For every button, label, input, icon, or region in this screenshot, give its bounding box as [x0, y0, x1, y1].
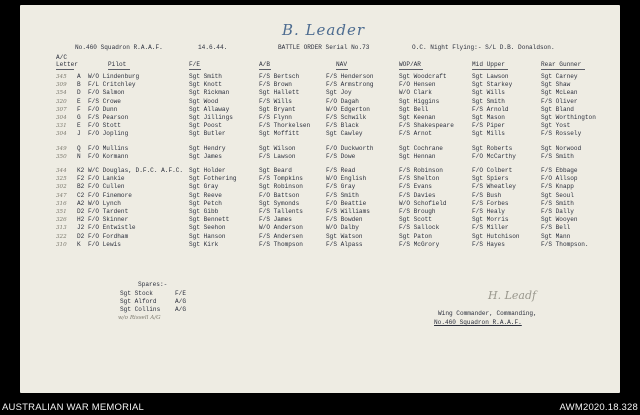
signoff-title: Wing Commander, Commanding,	[438, 310, 537, 317]
aircraft-letter: E	[77, 122, 81, 130]
aircraft-letter: H2	[77, 216, 85, 224]
pilot-name: F/O Dunn	[88, 105, 118, 113]
aircraft-letter: J	[77, 130, 81, 138]
mid-upper-gunner: Sgt Starkey	[472, 81, 513, 89]
aircraft-serial-note: 320	[56, 98, 67, 105]
aircraft-serial-note: 310	[56, 241, 67, 248]
mid-upper-gunner: Sgt Smith	[472, 97, 505, 105]
navigator: F/S Williams	[326, 208, 370, 215]
flight-engineer: Sgt Gibb	[189, 208, 219, 215]
pilot-name: F/O Lewis	[88, 240, 121, 248]
oc-night-flying: O.C. Night Flying:- S/L D.B. Donaldson.	[412, 44, 555, 51]
col-nav: NAV	[336, 61, 347, 68]
wireless-operator: F/S Davies	[399, 191, 436, 199]
air-bomber: F/S Tallents	[259, 208, 303, 215]
pilot-name: F/O Salmon	[88, 89, 125, 97]
mid-upper-gunner: F/S Forbes	[472, 199, 509, 207]
wireless-operator: Sgt Keenan	[399, 114, 436, 121]
pilot-name: F/O Skinner	[88, 216, 129, 224]
rear-gunner: F/S Ebbage	[541, 167, 578, 174]
col-ac-letter: A/C Letter	[56, 54, 78, 68]
navigator: F/S Alpass	[326, 240, 363, 248]
pilot-name: F/O Cullen	[88, 183, 125, 191]
air-bomber: F/S James	[259, 216, 292, 224]
pilot-name: F/S Crowe	[88, 97, 121, 105]
wireless-operator: Sgt Bell	[399, 105, 429, 113]
aircraft-serial-note: 304	[56, 131, 67, 138]
pilot-name: F/L Critchley	[88, 81, 136, 89]
flight-engineer: Sgt James	[189, 152, 222, 160]
header-rule-2	[108, 69, 130, 70]
flight-engineer: Sgt Seehon	[189, 224, 226, 232]
header-rule-3	[189, 69, 201, 70]
rear-gunner: F/O Allsop	[541, 175, 578, 183]
aircraft-serial-note: 309	[56, 82, 67, 89]
mid-upper-gunner: F/O Colbert	[472, 167, 513, 174]
rear-gunner: F/S Smith	[541, 199, 574, 207]
handwritten-signature: B. Leader	[282, 21, 365, 39]
aircraft-serial-note: 345	[56, 74, 67, 80]
wireless-operator: Sgt Scott	[399, 216, 432, 224]
aircraft-serial-note: 344	[56, 168, 67, 174]
rear-gunner: Sgt Mann	[541, 232, 571, 240]
aircraft-letter: F	[77, 105, 81, 113]
navigator: W/O Dalby	[326, 224, 359, 232]
air-bomber: F/S Thompson	[259, 240, 303, 248]
air-bomber: W/O Anderson	[259, 224, 303, 232]
air-bomber: F/S Wills	[259, 97, 292, 105]
mid-upper-gunner: Sgt Morris	[472, 216, 509, 224]
squadron-heading: No.460 Squadron R.A.A.F.	[75, 44, 163, 51]
mid-upper-gunner: F/S Miller	[472, 224, 509, 232]
pilot-name: W/O Lindenburg	[88, 73, 140, 80]
aircraft-letter: G	[77, 114, 81, 121]
aircraft-letter: D	[77, 89, 81, 97]
rear-gunner: F/S Oliver	[541, 97, 578, 105]
header-rule-1	[56, 69, 74, 70]
mid-upper-gunner: Sgt Wills	[472, 89, 505, 97]
spare-name: Sgt Collins	[120, 306, 161, 313]
wireless-operator: W/O Clark	[399, 89, 432, 97]
rear-gunner: Sgt Bland	[541, 105, 574, 113]
aircraft-serial-note: 322	[56, 233, 67, 240]
aircraft-letter: B2	[77, 183, 85, 191]
aircraft-letter: Q	[77, 144, 81, 152]
wireless-operator: Sgt Hennan	[399, 152, 436, 160]
pilot-name: F/O Stott	[88, 122, 121, 130]
mid-upper-gunner: F/O McCarthy	[472, 152, 516, 160]
mid-upper-gunner: F/S Piper	[472, 122, 505, 130]
aircraft-letter: J2	[77, 224, 85, 232]
wireless-operator: Sgt Woodcraft	[399, 73, 447, 80]
rear-gunner: Sgt Wooyen	[541, 216, 578, 224]
col-ab: A/B	[259, 61, 270, 68]
spare-role: A/G	[175, 306, 186, 313]
col-pilot: Pilot	[108, 61, 127, 68]
aircraft-letter: D2	[77, 232, 85, 240]
air-bomber: Sgt Robinson	[259, 183, 303, 191]
wireless-operator: F/S Arnot	[399, 130, 432, 138]
header-rule-7	[472, 69, 508, 70]
pilot-name: W/O Lynch	[88, 199, 121, 207]
wireless-operator: W/O Schofield	[399, 199, 447, 207]
flight-engineer: Sgt Reeve	[189, 191, 222, 199]
mid-upper-gunner: Sgt Roberts	[472, 144, 513, 152]
aircraft-letter: A	[77, 73, 81, 80]
header-rule-6	[399, 69, 423, 70]
navigator: W/O English	[326, 175, 367, 183]
navigator: Sgt Cawley	[326, 130, 363, 138]
flight-engineer: Sgt Holder	[189, 167, 226, 174]
aircraft-serial-note: 354	[56, 90, 67, 97]
air-bomber: Sgt Wilson	[259, 144, 296, 152]
aircraft-serial-note: 326	[56, 217, 67, 224]
flight-engineer: Sgt Smith	[189, 73, 222, 80]
mid-upper-gunner: Sgt Mills	[472, 130, 505, 138]
aircraft-letter: D2	[77, 208, 85, 215]
wireless-operator: Sgt Paton	[399, 232, 432, 240]
spare-role: F/E	[175, 290, 186, 297]
flight-engineer: Sgt Allaway	[189, 105, 230, 113]
flight-engineer: Sgt Fothering	[189, 175, 237, 183]
mid-upper-gunner: Sgt Mason	[472, 114, 505, 121]
navigator: F/O Beattie	[326, 199, 367, 207]
flight-engineer: Sgt Rickman	[189, 89, 230, 97]
air-bomber: F/S Brown	[259, 81, 292, 89]
navigator: F/S Schwilk	[326, 114, 367, 121]
wireless-operator: F/S Sallock	[399, 224, 440, 232]
col-rear-gunner: Rear Gunner	[541, 61, 582, 68]
navigator: F/S Read	[326, 167, 356, 174]
header-rule-5	[336, 69, 348, 70]
aircraft-letter: K	[77, 240, 81, 248]
air-bomber: F/O Battson	[259, 191, 300, 199]
wireless-operator: F/S Evans	[399, 183, 432, 191]
mid-upper-gunner: F/S Healy	[472, 208, 505, 215]
air-bomber: F/S Lawson	[259, 152, 296, 160]
air-bomber: F/S Andersen	[259, 232, 303, 240]
mid-upper-gunner: Sgt Hutchison	[472, 232, 520, 240]
rear-gunner: Sgt Seoul	[541, 191, 574, 199]
aircraft-letter: B	[77, 81, 81, 89]
header-rule-8	[541, 69, 585, 70]
pilot-name: F/O Finemore	[88, 191, 132, 199]
flight-engineer: Sgt Poost	[189, 122, 222, 130]
navigator: F/S Armstrong	[326, 81, 374, 89]
wireless-operator: F/S Shelton	[399, 175, 440, 183]
pilot-name: F/O Tardent	[88, 208, 129, 215]
air-bomber: Sgt Bryant	[259, 105, 296, 113]
flight-engineer: Sgt Butler	[189, 130, 226, 138]
air-bomber: Sgt Symonds	[259, 199, 300, 207]
col-mid-upper: Mid Upper	[472, 61, 505, 68]
wireless-operator: Sgt Higgins	[399, 97, 440, 105]
navigator: W/O Edgerton	[326, 105, 370, 113]
navigator: F/S Bowden	[326, 216, 363, 224]
header-rule-4	[259, 69, 271, 70]
navigator: Sgt Joy	[326, 89, 352, 97]
spare-name: Sgt Stock	[120, 290, 153, 297]
wireless-operator: F/S McGrory	[399, 240, 440, 248]
commander-initials: H. Leadf	[488, 289, 537, 302]
aircraft-letter: F2	[77, 175, 85, 183]
footer-accession: AWM2020.18.328	[559, 402, 638, 413]
rear-gunner: F/S Knapp	[541, 183, 574, 191]
air-bomber: F/S Bertsch	[259, 73, 300, 80]
mid-upper-gunner: F/S Bush	[472, 191, 502, 199]
pilot-name: F/O Entwistle	[88, 224, 136, 232]
navigator: F/S Smith	[326, 191, 359, 199]
pilot-name: F/O Mullins	[88, 144, 129, 152]
navigator: F/S Henderson	[326, 73, 374, 80]
pilot-name: F/O Lankie	[88, 175, 125, 183]
mid-upper-gunner: F/S Wheatley	[472, 183, 516, 191]
air-bomber: F/S Flynn	[259, 114, 292, 121]
aircraft-serial-note: 304	[56, 115, 67, 121]
order-date: 14.6.44.	[198, 44, 228, 51]
aircraft-letter: A2	[77, 199, 85, 207]
aircraft-serial-note: 302	[56, 184, 67, 191]
air-bomber: Sgt Beard	[259, 167, 292, 174]
aircraft-serial-note: 331	[56, 123, 67, 130]
aircraft-serial-note: 347	[56, 192, 67, 199]
navigator: Sgt Watson	[326, 232, 363, 240]
air-bomber: F/S Tompkins	[259, 175, 303, 183]
signoff-squadron: No.460 Squadron R.A.A.F.	[434, 319, 522, 326]
rear-gunner: Sgt Shaw	[541, 81, 571, 89]
flight-engineer: Sgt Petch	[189, 199, 222, 207]
air-bomber: Sgt Moffitt	[259, 130, 300, 138]
mid-upper-gunner: F/S Arnold	[472, 105, 509, 113]
flight-engineer: Sgt Kirk	[189, 240, 219, 248]
aircraft-letter: N	[77, 152, 81, 160]
pilot-name: F/O Fordham	[88, 232, 129, 240]
mid-upper-gunner: Sgt Spiers	[472, 175, 509, 183]
rear-gunner: Sgt Worthington	[541, 114, 596, 121]
spare-name: Sgt Alford	[120, 298, 157, 305]
flight-engineer: Sgt Bennett	[189, 216, 230, 224]
aircraft-serial-note: 350	[56, 153, 67, 160]
rear-gunner: F/S Thompson.	[541, 240, 589, 248]
pilot-name: F/O Jopling	[88, 130, 129, 138]
flight-engineer: Sgt Jillings	[189, 114, 233, 121]
navigator: F/O Dagah	[326, 97, 359, 105]
footer-institution: AUSTRALIAN WAR MEMORIAL	[2, 402, 145, 413]
air-bomber: Sgt Hallett	[259, 89, 300, 97]
spares-title: Spares:-	[138, 281, 168, 288]
aircraft-serial-note: 351	[56, 209, 67, 215]
pilot-name: W/C Douglas, D.F.C. A.F.C.	[88, 167, 184, 174]
document-page	[20, 5, 620, 393]
air-bomber: F/S Thorkelsen	[259, 122, 311, 130]
rear-gunner: Sgt Norwood	[541, 144, 582, 152]
navigator: F/S Gray	[326, 183, 356, 191]
aircraft-letter: K2	[77, 167, 85, 174]
aircraft-serial-note: 307	[56, 106, 67, 113]
wireless-operator: F/S Shakespeare	[399, 122, 454, 130]
flight-engineer: Sgt Hendry	[189, 144, 226, 152]
aircraft-letter: E	[77, 97, 81, 105]
flight-engineer: Sgt Hanson	[189, 232, 226, 240]
navigator: F/S Dowe	[326, 152, 356, 160]
rear-gunner: Sgt McLean	[541, 89, 578, 97]
pilot-name: F/O Kormann	[88, 152, 129, 160]
rear-gunner: F/S Bell	[541, 224, 571, 232]
navigator: F/S Black	[326, 122, 359, 130]
battle-order-title: BATTLE ORDER Serial No.73	[278, 44, 370, 51]
wireless-operator: F/S Robinson	[399, 167, 443, 174]
rear-gunner: F/S Smith	[541, 152, 574, 160]
col-fe: F/E	[189, 61, 200, 68]
rear-gunner: F/S Rossely	[541, 130, 582, 138]
aircraft-letter: C2	[77, 191, 85, 199]
wireless-operator: F/S Brough	[399, 208, 436, 215]
navigator: F/O Duckworth	[326, 144, 374, 152]
wireless-operator: Sgt Cochrane	[399, 144, 443, 152]
mid-upper-gunner: F/S Hayes	[472, 240, 505, 248]
aircraft-serial-note: 316	[56, 200, 67, 207]
spare-role: A/G	[175, 298, 186, 305]
aircraft-serial-note: 349	[56, 145, 67, 152]
spares-handwritten-note: w/o Rissell A/G	[118, 315, 161, 321]
mid-upper-gunner: Sgt Lawson	[472, 73, 509, 80]
aircraft-serial-note: 325	[56, 176, 67, 183]
rear-gunner: F/S Dally	[541, 208, 574, 215]
flight-engineer: Sgt Knott	[189, 81, 222, 89]
flight-engineer: Sgt Gray	[189, 183, 219, 191]
pilot-name: F/S Pearson	[88, 114, 129, 121]
col-wop-ar: WOP/AR	[399, 61, 421, 68]
aircraft-serial-note: 313	[56, 225, 67, 232]
rear-gunner: Sgt Carney	[541, 73, 578, 80]
flight-engineer: Sgt Wood	[189, 97, 219, 105]
rear-gunner: Sgt Yost	[541, 122, 571, 130]
wireless-operator: F/O Hensen	[399, 81, 436, 89]
